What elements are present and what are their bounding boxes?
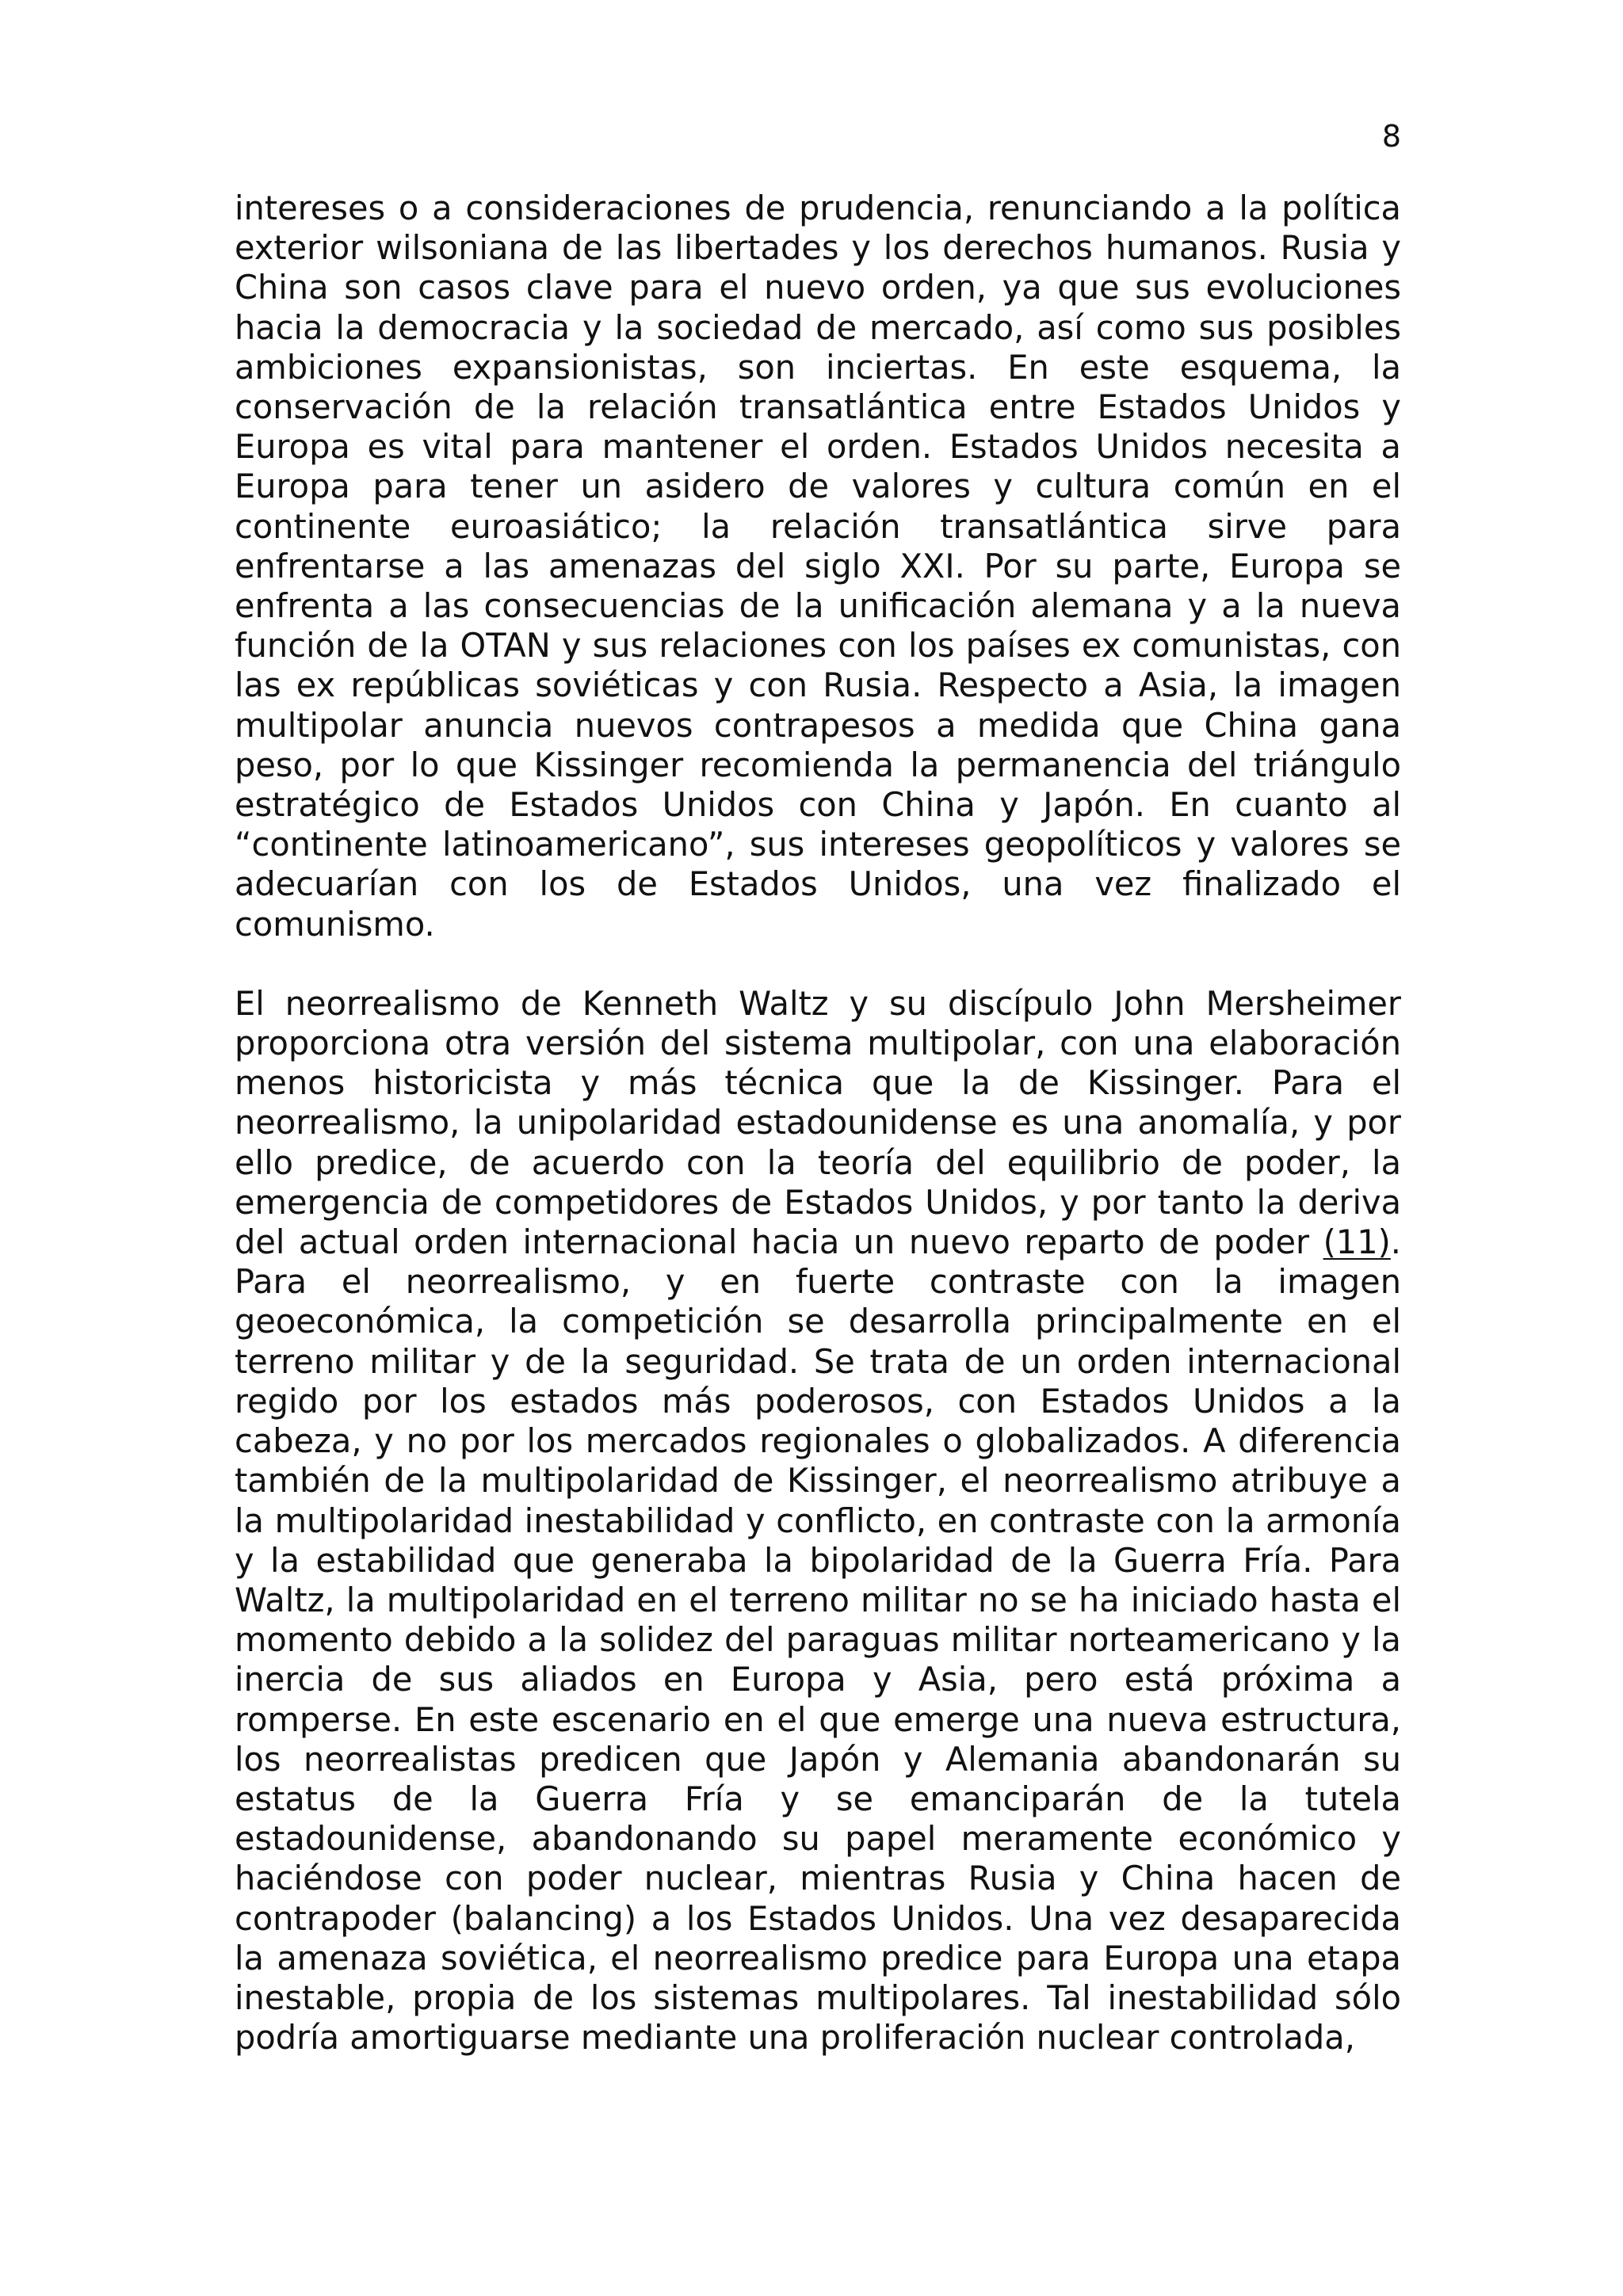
paragraph-neorealism-text-before-note: El neorrealismo de Kenneth Waltz y su discípulo John Mersheimer proporciona otra versión del sistema multipolar, con una elaboración menos historicista y más técnica que la de Kissinger. Para el neorrealismo, la unipolaridad estadounidense es una anomalía, y por ello predice, de acuerdo con la teoría del equilibrio de poder, la emergencia de competidores de Estados Unidos, y por tanto la deriva del actual orden internacional hacia un nuevo reparto de poder <box>235 983 1401 1262</box>
paragraph-kissinger-multipolarity: intereses o a consideraciones de prudencia, renunciando a la política exterior wilsoniana de las libertades y los derechos humanos. Rusia y China son casos clave para el nuevo orden, ya que sus evoluciones hacia la democracia y la sociedad de mercado, así como sus posibles ambiciones expansionistas, son inciertas. En este esquema, la conservación de la relación transatlántica entre Estados Unidos y Europa es vital para mantener el orden. Estados Unidos necesita a Europa para tener un asidero de valores y cultura común en el continente euroasiático; la relación transatlántica sirve para enfrentarse a las amenazas del siglo XXI. Por su parte, Europa se enfrenta a las consecuencias de la unificación alemana y a la nueva función de la OTAN y sus relaciones con los países ex comunistas, con las ex repúblicas soviéticas y con Rusia. Respecto a Asia, la imagen multipolar anuncia nuevos contrapesos a medida que China gana peso, por lo que Kissinger recomienda la permanencia del triángulo estratégico de Estados Unidos con China y Japón. En cuanto al “continente latinoamericano”, sus intereses geopolíticos y valores se adecuarían con los de Estados Unidos, una vez finalizado el comunismo. <box>235 189 1401 944</box>
paragraph-neorealism <box>235 984 1401 2058</box>
page-number: 8 <box>1381 119 1401 154</box>
footnote-link-11[interactable]: (11) <box>1323 1222 1391 1262</box>
body-text <box>235 189 1401 2058</box>
paragraph-neorealism-text-after-note: . Para el neorrealismo, y en fuerte contraste con la imagen geoeconómica, la competición se desarrolla principalmente en el terreno militar y de la seguridad. Se trata de un orden internacional regido por los estados más poderosos, con Estados Unidos a la cabeza, y no por los mercados regionales o globalizados. A diferencia también de la multipolaridad de Kissinger, el neorrealismo atribuye a la multipolaridad inestabilidad y conflicto, en contraste con la armonía y la estabilidad que generaba la bipolaridad de la Guerra Fría. Para Waltz, la multipolaridad en el terreno militar no se ha iniciado hasta el momento debido a la solidez del paraguas militar norteamericano y la inercia de sus aliados en Europa y Asia, pero está próxima a romperse. En este escenario en el que emerge una nueva estructura, los neorrealistas predicen que Japón y Alemania abandonarán su estatus de la Guerra Fría y se emanciparán de la tutela estadounidense, abandonando su papel meramente económico y haciéndose con poder nuclear, mientras Rusia y China hacen de contrapoder (balancing) a los Estados Unidos. Una vez desaparecida la amenaza soviética, el neorrealismo predice para Europa una etapa inestable, propia de los sistemas multipolares. Tal inestabilidad sólo podría amortiguarse mediante una proliferación nuclear controlada, <box>235 1222 1401 2058</box>
